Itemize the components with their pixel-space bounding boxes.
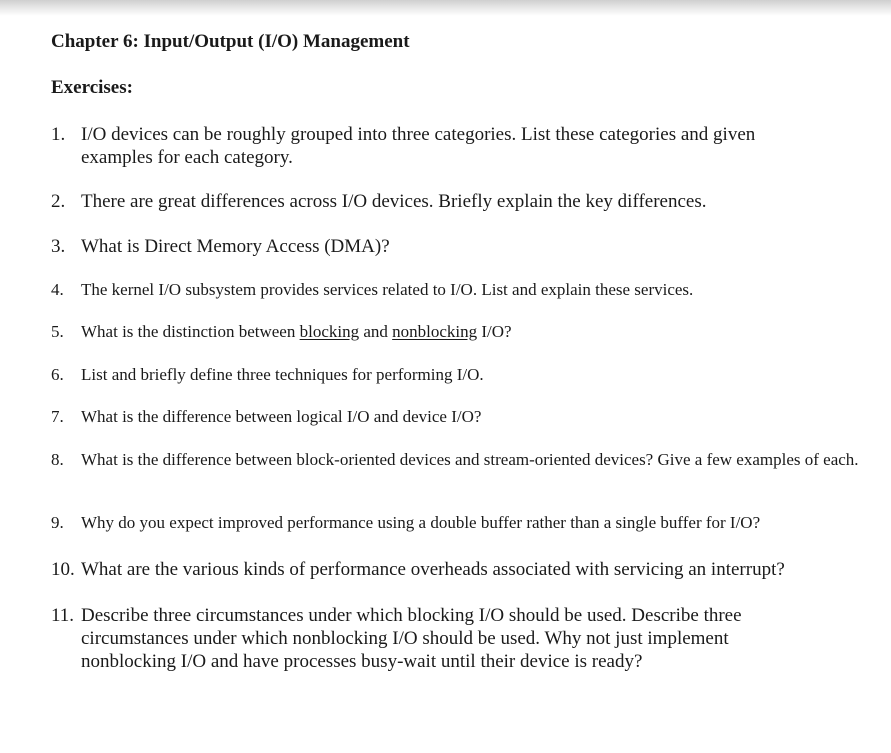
exercise-item-9 bbox=[51, 513, 881, 533]
exercise-item-6 bbox=[51, 365, 881, 385]
exercise-number: 9. bbox=[51, 513, 64, 532]
exercise-text bbox=[81, 322, 881, 342]
exercise-text: List and briefly define three techniques for performing I/O. bbox=[81, 365, 484, 384]
exercise-text: What is the difference between block-oriented devices and stream-oriented devices? Give a few examples of each. bbox=[81, 450, 859, 469]
underlined-term-blocking: blocking bbox=[299, 322, 360, 341]
exercise-text: What are the various kinds of performance overheads associated with servicing an interrupt? bbox=[81, 559, 785, 580]
exercise-item-5 bbox=[51, 322, 881, 342]
exercise-number: 2. bbox=[51, 191, 66, 212]
exercise-item-8 bbox=[51, 450, 881, 470]
exercise-number: 1. bbox=[51, 124, 66, 145]
exercise-item-11 bbox=[51, 604, 801, 673]
exercise-text: I/O devices can be roughly grouped into three categories. List these categories and given examples for each category. bbox=[81, 124, 756, 168]
exercise-number: 4. bbox=[51, 280, 64, 299]
chapter-title: Chapter 6: Input/Output (I/O) Management bbox=[51, 31, 410, 52]
exercise-text-part: I/O? bbox=[477, 322, 512, 341]
exercise-number: 5. bbox=[51, 322, 64, 341]
exercise-item-4 bbox=[51, 280, 881, 300]
exercise-number: 10. bbox=[51, 559, 75, 580]
exercise-number: 8. bbox=[51, 450, 64, 469]
exercise-text: Describe three circumstances under which blocking I/O should be used. Describe three circumstances under which nonblocking I/O should be used. Why not just implement nonblocking I/O and have processes busy-wait until their device is ready? bbox=[81, 605, 742, 672]
exercise-item-7 bbox=[51, 407, 881, 427]
exercise-text: The kernel I/O subsystem provides services related to I/O. List and explain these services. bbox=[81, 280, 694, 299]
exercise-number: 7. bbox=[51, 407, 64, 426]
exercise-item-2 bbox=[51, 190, 881, 213]
underlined-term-nonblocking: nonblocking bbox=[392, 322, 478, 341]
exercise-item-3 bbox=[51, 235, 881, 258]
exercises-heading: Exercises: bbox=[51, 77, 133, 98]
exercise-number: 6. bbox=[51, 365, 64, 384]
exercise-text-part: and bbox=[359, 322, 393, 341]
exercise-text-part: What is the distinction between bbox=[81, 322, 300, 341]
exercise-item-10 bbox=[51, 558, 881, 581]
exercise-text: What is the difference between logical I/O and device I/O? bbox=[81, 407, 482, 426]
exercise-text: There are great differences across I/O devices. Briefly explain the key differences. bbox=[81, 191, 707, 212]
viewer-top-shadow bbox=[0, 0, 891, 16]
exercise-number: 3. bbox=[51, 236, 66, 257]
exercise-item-1 bbox=[51, 123, 821, 169]
exercise-text: What is Direct Memory Access (DMA)? bbox=[81, 236, 390, 257]
exercise-text: Why do you expect improved performance using a double buffer rather than a single buffer for I/O? bbox=[81, 513, 761, 532]
exercise-number: 11. bbox=[51, 605, 75, 626]
